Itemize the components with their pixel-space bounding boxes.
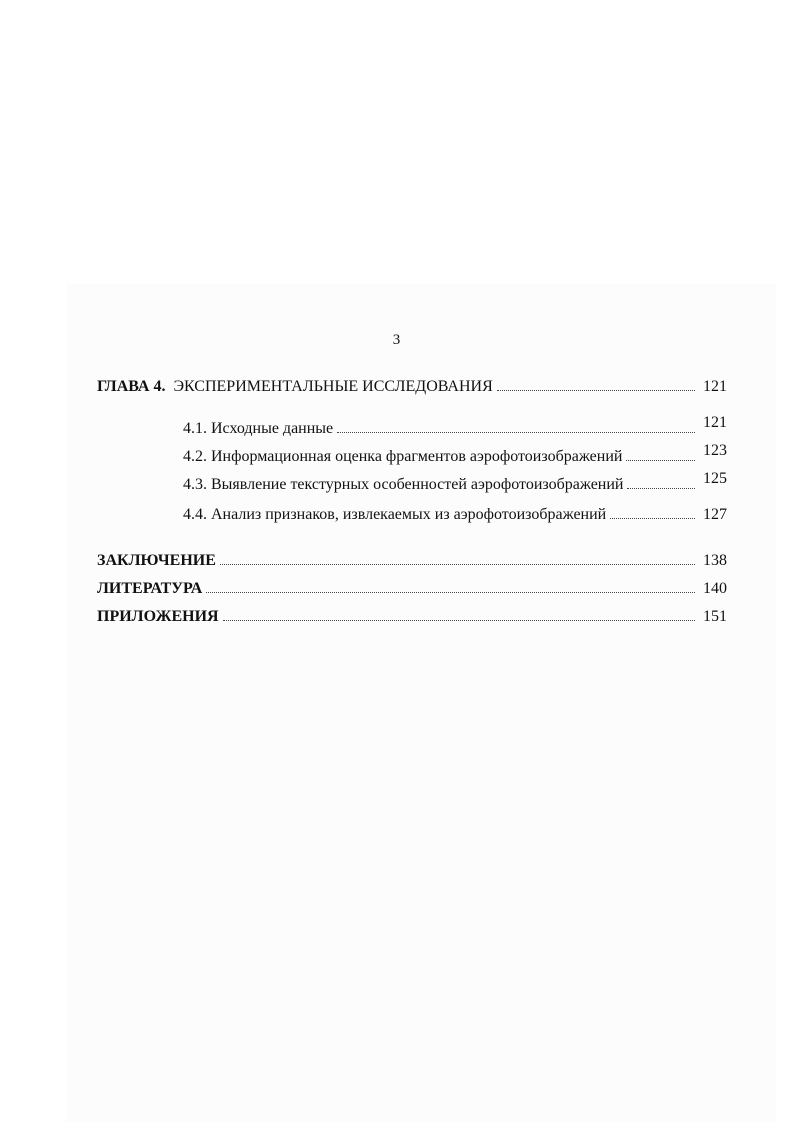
toc-appendices [97, 607, 727, 627]
toc-subsection-4-3 [183, 470, 727, 495]
dot-leader [497, 390, 695, 391]
subsection-page: 123 [703, 442, 727, 459]
section-page: 151 [703, 608, 727, 625]
section-title: ЗАКЛЮЧЕНИЕ [97, 552, 216, 569]
subsection-title: 4.1. Исходные данные [183, 420, 334, 437]
dot-leader [626, 460, 695, 461]
subsection-page: 127 [703, 506, 727, 523]
dot-leader [206, 592, 695, 593]
section-title: ПРИЛОЖЕНИЯ [97, 608, 219, 625]
toc-literature [97, 579, 727, 599]
toc-chapter-4 [97, 377, 727, 397]
toc-subsection-4-4 [183, 505, 727, 525]
dot-leader [220, 564, 695, 565]
subsection-page: 125 [703, 470, 727, 487]
dot-leader [223, 620, 695, 621]
scanned-page-region [66, 284, 776, 1122]
toc-subsection-4-1 [183, 414, 727, 439]
toc-subsection-4-2 [183, 442, 727, 467]
section-page: 140 [703, 580, 727, 597]
toc-conclusion [97, 551, 727, 571]
dot-leader [610, 518, 695, 519]
section-page: 138 [703, 552, 727, 569]
chapter-label: ГЛАВА 4. [97, 378, 166, 395]
dot-leader [337, 432, 695, 433]
subsection-title: 4.3. Выявление текстурных особенностей аэрофотоизображений [183, 476, 624, 493]
subsection-title: 4.4. Анализ признаков, извлекаемых из аэрофотоизображений [183, 506, 607, 523]
subsection-page: 121 [703, 414, 727, 431]
dot-leader [627, 488, 695, 489]
page-number: 3 [392, 332, 401, 348]
subsection-title: 4.2. Информационная оценка фрагментов аэрофотоизображений [183, 448, 623, 465]
chapter-page: 121 [703, 378, 727, 395]
chapter-title: ЭКСПЕРИМЕНТАЛЬНЫЕ ИССЛЕДОВАНИЯ [173, 378, 493, 395]
section-title: ЛИТЕРАТУРА [97, 580, 203, 597]
